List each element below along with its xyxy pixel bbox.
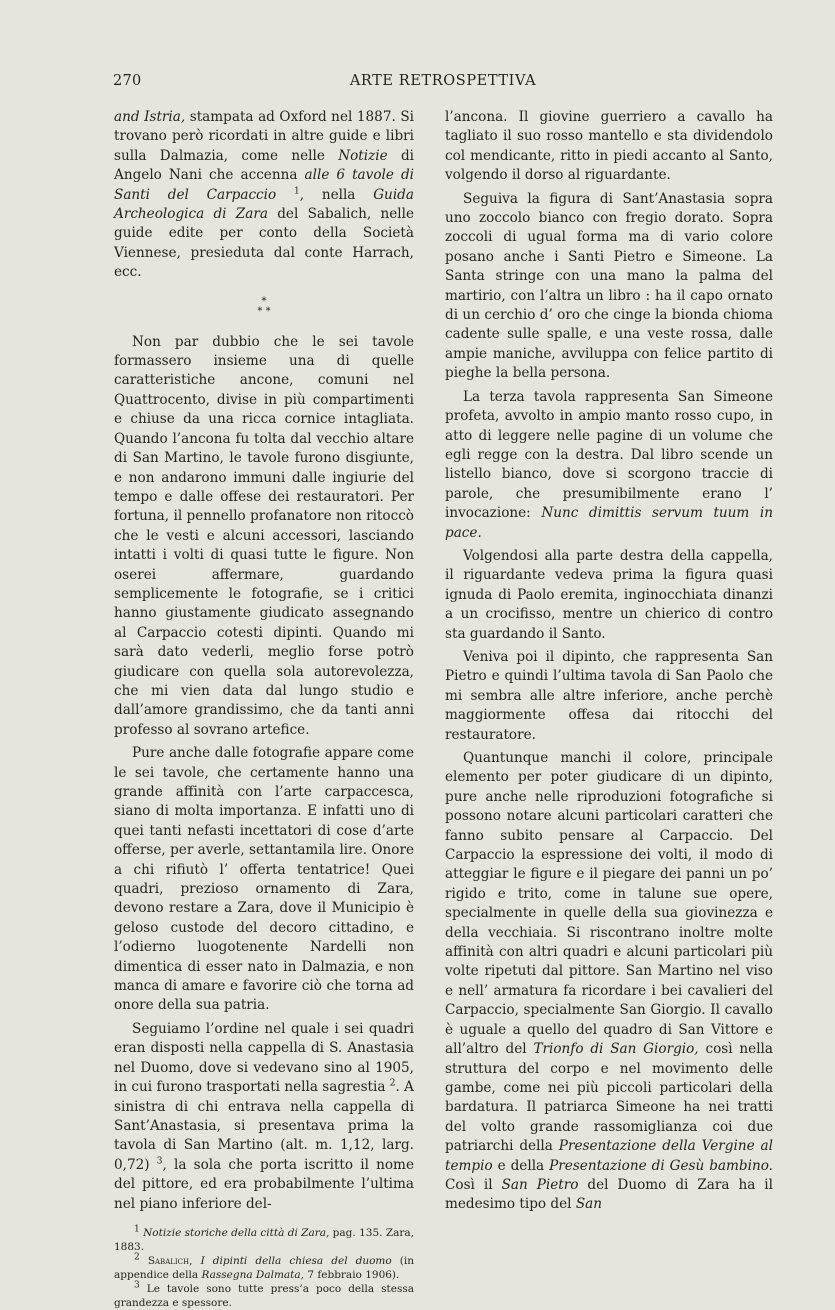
paragraph-text: del Duomo di Zara ha il medesimo tipo del <box>445 1176 773 1213</box>
paragraph <box>445 749 773 1215</box>
paragraph-text: , la sola che porta iscritto il nome del pittore, ed era probabilmente l’ultima nel piano inferiore del- <box>114 1156 414 1212</box>
italic-text: Presentazione di Gesù bambino. <box>549 1157 773 1174</box>
paragraph-text: e della <box>492 1157 550 1174</box>
paragraph: Volgendosi alla parte destra della cappella, il riguardante vedeva prima la figura quasi ignuda di Paolo eremita, inginocchiata dinanzi a un crocifisso, mentre un chierico di contro sta guardando il Santo. <box>445 547 773 642</box>
paragraph-text: del Sabalich, nelle guide edite per conto della Società Viennese, presieduta dal conte Harrach, ecc. <box>114 206 414 281</box>
italic-text: San <box>575 1196 603 1213</box>
footnote-text: Le tavole sono tutte press’a poco della stessa grandezza e spessore. <box>114 1282 414 1309</box>
paragraph: Pure anche dalle fotografie appare come le sei tavole, che certamente hanno una grande affinità con l’arte carpaccesca, siano di molta importanza. E infatti uno di quei tanti nefasti incettatori di cose d’arte offerse, per averle, settantamila lire. Onore a chi rifiutò l’ offerta tentatrice! Quei quadri, prezioso ornamento di Zara, devono restare a Zara, dove il Municipio è geloso custode del decoro cittadino, e l’odierno luogotenente Nardelli non dimentica di esser nato in Dalmazia, e non manca di amare e favorire ciò che torna ad onore della sua patria. <box>114 745 414 1014</box>
paragraph-text: stampata ad Oxford nel 1887. Si trovano però ricordati in altre guide e libri sulla Dalmazia, come nelle <box>114 109 414 164</box>
left-column <box>114 108 414 1310</box>
italic-text: alle 6 tavole di Santi del Carpaccio <box>114 167 414 203</box>
italic-text: I dipinti della chiesa del duomo <box>200 1254 392 1267</box>
paragraph: l’ancona. Il giovine guerriero a cavallo ha tagliato il suo rosso mantello e sta dividendolo col mendicante, ritto in piedi accanto al Santo, volgendo il dorso al riguardante. <box>445 109 773 184</box>
page-header <box>113 73 773 97</box>
italic-text: Nunc dimittis servum tuum in pace. <box>445 505 773 541</box>
footnote-number: 1 <box>134 1224 140 1235</box>
footnote-number: 2 <box>134 1252 140 1263</box>
footnote <box>114 1282 414 1310</box>
paragraph-text: La terza tavola rappresenta San Simeone profeta, avvolto in ampio manto rosso cupo, in atto di leggere nelle pagine di un volume che egli regge con la destra. Dal libro scende un listello bianco, dove si scorgono traccie di parole, che presumibilmente erano l’ invocazione: <box>445 388 773 522</box>
paragraph <box>114 1020 414 1214</box>
right-column <box>445 108 773 1219</box>
footnote-text: 7 febbraio 1906). <box>304 1268 400 1281</box>
italic-text: Trionfo di San Giorgio, <box>533 1041 699 1058</box>
footnote-marker: 2 <box>389 1078 396 1089</box>
footnote <box>114 1226 414 1254</box>
italic-text: Notizie storiche della città di Zara, <box>143 1226 330 1239</box>
paragraph: Seguiva la figura di Sant’Anastasia sopra uno zoccolo bianco con fregio dorato. Sopra zoccoli di ugual forma ma di vario colore posano anche i Santi Pietro e Simeone. La Santa stringe con una mano la palma del martirio, con l’altra un libro : ha il capo ornato di un cerchio d’ oro che cinge la bionda chioma cadente sulle spalle, e una veste rossa, dalle ampie maniche, avviluppa con felice partito di pieghe la bella persona. <box>445 190 773 382</box>
paragraph-text: . A sinistra di chi entrava nella cappella di Sant’Anastasia, si presentava prima la tavola di San Martino (alt. m. 1,12, larg. 0,72) <box>114 1079 414 1173</box>
section-divider: * * * <box>257 295 271 317</box>
paragraph-text: Quantunque manchi il colore, principale elemento per poter giudicare di un dipinto, pure anche nelle riproduzioni fotografiche si possono notare alcuni particolari caratteri che fanno subito pensare al Carpaccio. Del Carpaccio la espressione dei volti, il modo di atteggiar le figure e il piegare dei panni un po’ rigido e trito, come in talune sue opere, specialmente in quelle della sua giovinezza e della vecchiaia. Si riscontrano inoltre molte affinità con altri quadri e alcuni particolari più volte ripetuti dal pittore. San Martino nel viso e nell’ armatura fa ricordare i bei cavalieri del Carpaccio, specialmente San Giorgio. Il cavallo è uguale a quello del quadro di San Vittore e all’altro del <box>445 750 773 1058</box>
footnote <box>114 1254 414 1282</box>
italic-text: Rassegna Dalmata, <box>201 1268 305 1281</box>
paragraph-text: Così il <box>445 1176 502 1193</box>
paragraph: Veniva poi il dipinto, che rappresenta San Pietro e quindi l’ultima tavola di San Paolo che mi sembra alle altre inferiore, anche perchè maggiormente offesa dai ritocchi del restauratore. <box>445 648 773 743</box>
footnote-text: (in appendice della <box>114 1254 414 1281</box>
paragraph <box>114 108 414 283</box>
footnotes <box>114 1226 414 1310</box>
italic-text: San Pietro <box>501 1176 579 1193</box>
page-number: 270 <box>113 73 142 89</box>
footnote-number: 3 <box>134 1280 140 1291</box>
footnote-marker: 1 <box>293 186 300 197</box>
footnote-text: pag. 135. Zara, 1883. <box>114 1226 414 1253</box>
paragraph-text: di Angelo Nani che accenna <box>114 147 415 184</box>
paragraph-text: Seguiamo l’ordine nel quale i sei quadri eran disposti nella cappella di S. Anastasia nel Duomo, dove si vedevano sino al 1905, in cui furono trasportati nella sagrestia <box>114 1020 414 1096</box>
running-title: ARTE RETROSPETTIVA <box>349 73 537 89</box>
italic-text: Notizie <box>338 147 388 164</box>
paragraph <box>445 388 773 543</box>
paragraph: Non par dubbio che le sei tavole formassero insieme una di quelle caratteristiche ancone, comuni nel Quattrocento, divise in più compartimenti e chiuse da una ricca cornice intagliata. Quando l’ancona fu tolta dal vecchio altare di San Martino, le tavole furono disgiunte, e non andarono immuni dalle ingiurie del tempo e dalle offese dei restauratori. Per fortuna, il pennello profanatore non ritoccò che le vesti e alcuni accessori, lasciando intatti i volti di quasi tutte le figure. Non oserei affermare, guardando semplicemente le fotografie, se i critici hanno giustamente giudicato assegnando al Carpaccio cotesti dipinti. Quando mi sarà dato vederli, meglio forse potrò giudicare con quella sola autorevolezza, che mi vien data dal lungo studio e dall’amore grandissimo, che da tanti anni professo al sovrano artefice. <box>114 333 414 738</box>
italic-text: Guida Archeologica di Zara <box>114 186 414 223</box>
paragraph-text: così nella struttura del corpo e nel movimento delle gambe, come nei più piccoli particolari della bardatura. Il patriarca Simeone ha nei tratti del volto grande rassomiglianza coi due patriarchi della <box>445 1041 773 1155</box>
footnote-author: Sabalich, <box>147 1254 193 1267</box>
footnote-marker: 3 <box>156 1156 163 1167</box>
paragraph-text: , nella <box>299 186 374 203</box>
italic-text: Presentazione della Vergine al tempio <box>445 1138 773 1174</box>
italic-text: and Istria, <box>114 109 186 125</box>
